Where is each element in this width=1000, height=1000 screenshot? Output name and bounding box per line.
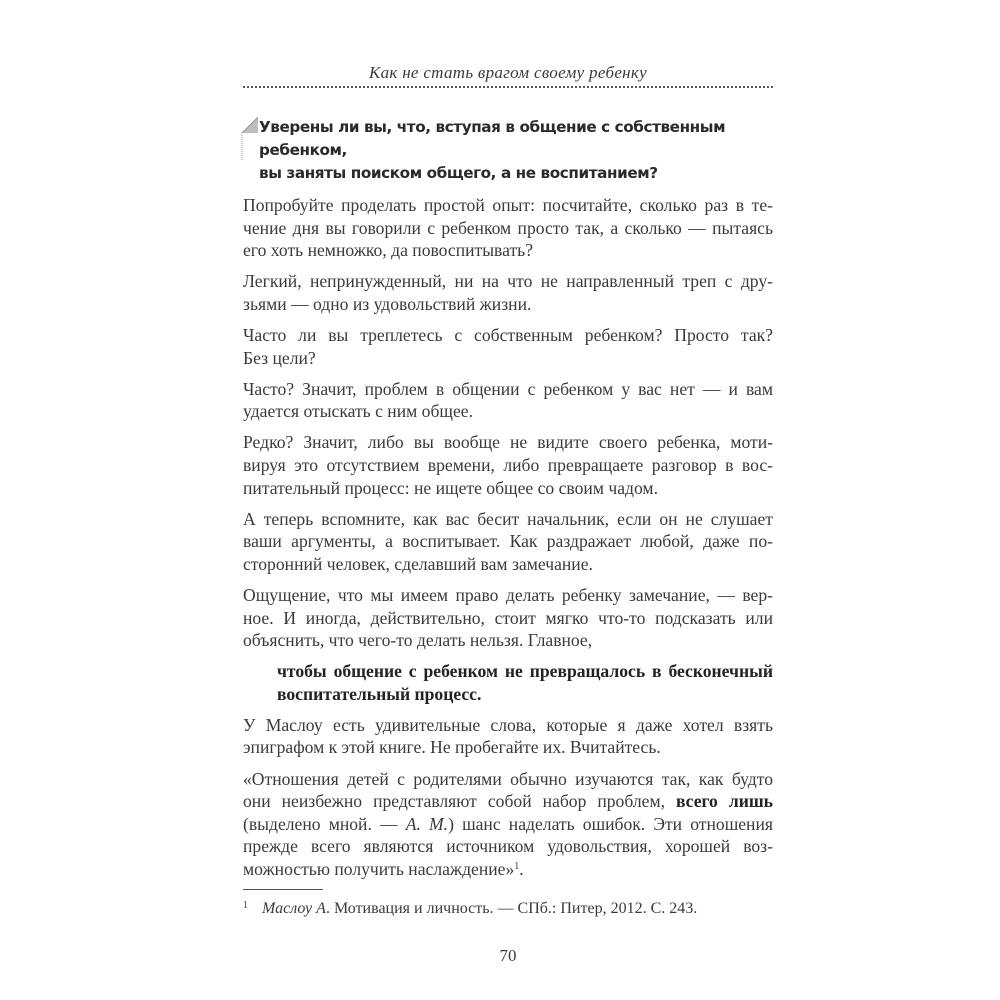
paragraph (243, 194, 773, 262)
text-line: Попробуйте проделать простой опыт: посчитайте, сколько раз в те- (243, 195, 773, 215)
footnote (243, 896, 773, 919)
text-line: питательный процесс: не ищете общее со своим чадом. (243, 477, 658, 498)
text-line: удается отыскать с ним общее. (243, 401, 473, 422)
text-line: его хоть немножко, да повоспитывать? (243, 240, 534, 261)
paragraph (243, 378, 773, 423)
text-line: Часто? Значит, проблем в общении с ребенком у вас нет — и вам (243, 378, 773, 399)
callout-line: вы заняты поиском общего, а не воспитанием? (259, 164, 658, 182)
text-line: У Маслоу есть удивительные слова, которые я даже хотел взять (243, 714, 773, 735)
paragraph (243, 324, 773, 369)
footnote-mark: 1 (243, 900, 248, 912)
text-line (243, 858, 773, 881)
text-line: Без цели? (243, 347, 316, 368)
footnote-rule (243, 889, 323, 890)
quote-paragraph (243, 768, 773, 881)
text-line: вируя это отсутствием времени, либо превращаете разговор в вос- (243, 454, 773, 475)
text-line: ное. И иногда, действительно, стоит мягко что-то подсказать или (243, 607, 773, 628)
quote-bold-text: всего лишь (675, 791, 773, 812)
paragraph (243, 270, 773, 315)
quote-text: ) шанс наделать ошибок. Эти отношения (448, 813, 773, 834)
quote-text: (выделено мной. — (243, 813, 406, 834)
callout-text (259, 113, 773, 185)
header-dotted-rule (243, 86, 773, 88)
text-line: прежде всего являются источником удовольствия, хорошей воз- (243, 836, 773, 857)
book-page (243, 0, 773, 987)
footnote-citation: . Мотивация и личность. — СПб.: Питер, 2012. С. 243. (325, 900, 698, 918)
quote-text: можностью получить наслаждение» (243, 858, 515, 879)
text-line: А теперь вспомните, как вас бесит начальник, если он не слушает (243, 508, 773, 529)
emphasis-block (277, 660, 773, 705)
quote-initials: А. М. (405, 813, 449, 834)
quote-text: . (519, 858, 524, 879)
text-line: чение дня вы говорили с ребенком просто так, а сколько — пытаясь (243, 217, 773, 238)
text-line (243, 813, 773, 836)
paragraph (243, 584, 773, 652)
text-line: зьями — одно из удовольствий жизни. (243, 293, 532, 314)
body-text (243, 194, 773, 881)
text-line: Легкий, непринужденный, ни на что не направленный треп с дру- (243, 271, 773, 292)
text-line: Редко? Значит, либо вы вообще не видите своего ребенка, моти- (243, 432, 773, 453)
text-line: Ощущение, что мы имеем право делать ребенку замечание, — вер- (243, 584, 773, 605)
paragraph (243, 714, 773, 759)
paragraph (243, 508, 773, 576)
footnote-author: Маслоу А (262, 900, 326, 918)
callout-line: Уверены ли вы, что, вступая в общение с собственным ребенком, (259, 118, 726, 159)
quote-text: они неизбежно представляют собой набор проблем, (243, 791, 676, 812)
text-line: Часто ли вы треплетесь с собственным ребенком? Просто так? (243, 324, 773, 345)
text-line: объяснить, что чего-то делать нельзя. Главное, (243, 630, 593, 651)
footnote-reference[interactable]: 1 (514, 860, 520, 872)
page-number: 70 (499, 946, 517, 966)
emphasis-line: чтобы общение с ребенком не превращалось в бесконечный (277, 661, 773, 682)
text-line: «Отношения детей с родителями обычно изучаются так, как будто (243, 768, 773, 789)
text-line: сторонний человек, сделавший вам замечание. (243, 553, 593, 574)
text-line (243, 790, 773, 813)
text-line: эпиграфом к этой книге. Не пробегайте их. Вчитайтесь. (243, 737, 661, 758)
folded-corner-icon (238, 113, 258, 163)
text-line: ваши аргументы, а воспитывает. Как раздражает любой, даже по- (243, 531, 773, 552)
emphasis-line: воспитательный процесс. (277, 683, 482, 704)
callout-question (238, 113, 773, 185)
running-head: Как не стать врагом своему ребенку (369, 63, 647, 82)
paragraph (243, 431, 773, 499)
